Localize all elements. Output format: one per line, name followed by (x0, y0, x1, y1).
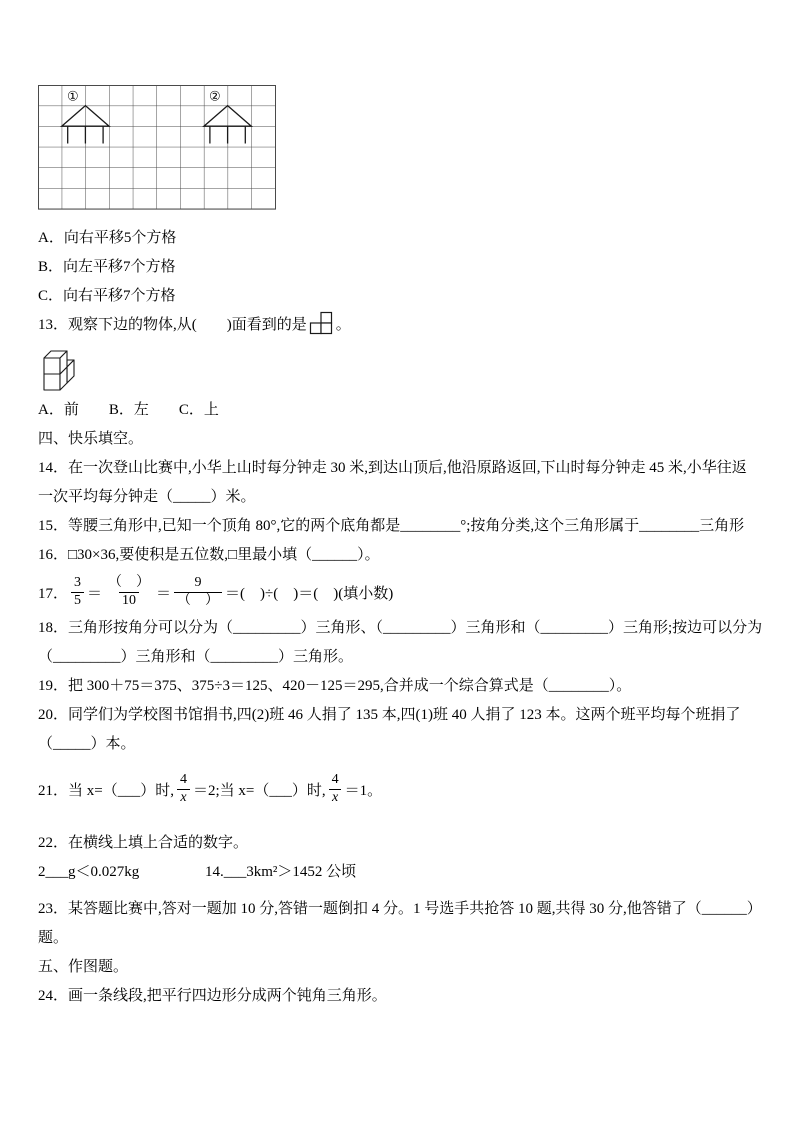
q12-option-b: B．向左平移7个方格 (38, 259, 176, 275)
q21-part2: ＝2;当 x=（___）时, (192, 782, 326, 799)
q12-option-c: C．向右平移7个方格 (38, 288, 176, 304)
q17-fraction-1 (71, 575, 84, 608)
q19-stem: 19．把 300＋75＝375、375÷3＝125、420－125＝295,合并成一个综合算式是（________）。 (38, 678, 632, 694)
q17-tail: ＝( )÷( )＝( )(填小数) (225, 585, 394, 602)
q21-fraction-2 (329, 772, 342, 805)
q23-line1: 23．某答题比赛中,答对一题加 10 分,答错一题倒扣 4 分。1 号选手共抢答 10 题,共得 30 分,他答错了（______） (38, 901, 762, 917)
q24-stem: 24．画一条线段,把平行四边形分成两个钝角三角形。 (38, 988, 387, 1004)
q18-line2: （_________）三角形和（_________）三角形。 (38, 649, 354, 665)
grid-background (39, 86, 276, 210)
translation-grid-figure (38, 85, 276, 210)
fraction-numerator: 4 (331, 772, 339, 788)
fraction-numerator: 3 (74, 575, 82, 591)
fraction-numerator: 4 (179, 772, 187, 788)
q13-stem (38, 311, 756, 340)
fraction-numerator: （ ） (108, 575, 151, 591)
fraction-denominator: 10 (119, 592, 139, 609)
q22-item-2: 14.___3km²＞1452 公顷 (205, 864, 357, 880)
q21-part3: ＝1。 (344, 782, 383, 799)
q18-line1: 18．三角形按角分可以分为（_________）三角形、（_________）三角形和（_________）三角形;按边可以分为 (38, 620, 763, 636)
section-five-title: 五、作图题。 (38, 959, 129, 975)
shape-1-label: ① (67, 88, 79, 104)
shape-2-label: ② (209, 88, 221, 104)
q21-fraction-1 (177, 772, 190, 805)
q21-part1: 21．当 x=（___）时, (38, 782, 174, 799)
q14-line2: 一次平均每分钟走（_____）米。 (38, 489, 256, 505)
fraction-denominator: x (177, 789, 189, 806)
q22-stem: 22．在横线上填上合适的数字。 (38, 835, 249, 851)
q22-item-1: 2___g＜0.027kg (38, 864, 140, 880)
q22-items (38, 858, 756, 887)
q17-number: 17． (38, 585, 69, 602)
q13-options: A．前 B．左 C．上 (38, 402, 219, 418)
q15-stem: 15．等腰三角形中,已知一个顶角 80°,它的两个底角都是________°;按角分类,这个三角形属于________三角形 (38, 518, 745, 534)
q16-stem: 16．□30×36,要使积是五位数,□里最小填（______）。 (38, 547, 380, 563)
q13-text-before: 13．观察下边的物体,从( )面看到的是 (38, 317, 307, 333)
q17-stem (38, 570, 756, 614)
equals-sign: ＝ (87, 585, 103, 602)
q13-solid-cubes-figure (40, 346, 80, 396)
q17-fraction-3 (174, 575, 222, 608)
q14-line1: 14．在一次登山比赛中,小华上山时每分钟走 30 米,到达山顶后,他沿原路返回,下山时每分钟走 45 米,小华往返 (38, 460, 747, 476)
q20-line2: （_____）本。 (38, 736, 136, 752)
q23-line2: 题。 (38, 930, 69, 946)
q13-view-shape-figure (309, 311, 334, 335)
section-four-title: 四、快乐填空。 (38, 431, 144, 447)
q17-fraction-2 (105, 575, 153, 608)
fraction-numerator: 9 (194, 575, 202, 591)
fraction-denominator: x (329, 789, 341, 806)
q12-option-a: A．向右平移5个方格 (38, 230, 177, 246)
q21-stem (38, 765, 756, 813)
q13-text-after: 。 (335, 317, 351, 333)
equals-sign: ＝ (156, 585, 172, 602)
fraction-denominator: （ ） (174, 592, 222, 609)
fraction-denominator: 5 (71, 592, 84, 609)
q20-line1: 20．同学们为学校图书馆捐书,四(2)班 46 人捐了 135 本,四(1)班 40 人捐了 123 本。这两个班平均每个班捐了 (38, 707, 741, 723)
